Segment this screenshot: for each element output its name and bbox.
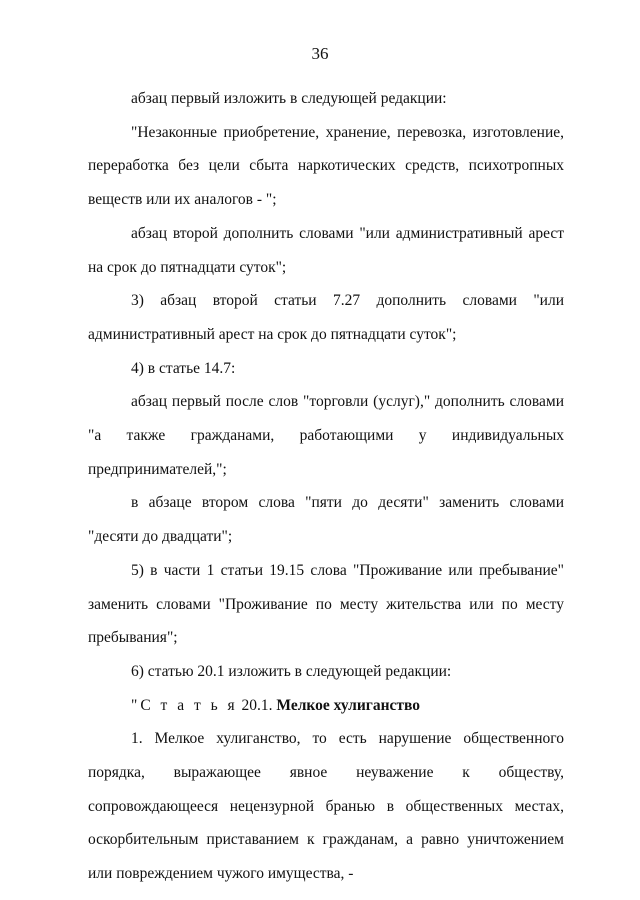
paragraph-2: "Незаконные приобретение, хранение, перевозка, изготовление, переработка без цели сбыта наркотических средств, психотропных веществ или их аналогов - "; [88, 123, 564, 209]
paragraph-5: 4) в статье 14.7: [131, 359, 236, 377]
paragraph-11: 1. Мелкое хулиганство, то есть нарушение общественного порядка, выражающее явное неуважение к обществу, сопровождающееся нецензурной бранью в общественных местах, оскорбительным приставанием к гражданам, а равно уничтожением или повреждением чужого имущества, - [88, 730, 564, 883]
paragraph-1: абзац первый изложить в следующей редакции: [131, 90, 447, 107]
page-number: 36 [311, 44, 329, 63]
article-number: 20.1. [237, 696, 273, 714]
document-body [88, 82, 564, 891]
article-prefix: "С т а т ь я [131, 696, 238, 714]
paragraph-8: 5) в части 1 статьи 19.15 слова "Проживание или пребывание" заменить словами "Проживание по месту жительства или по месту пребывания"; [88, 561, 564, 647]
article-title: Мелкое хулиганство [272, 696, 421, 714]
paragraph-3: абзац второй дополнить словами "или административный арест на срок до пятнадцати суток"; [88, 224, 564, 276]
paragraph-4: 3) абзац второй статьи 7.27 дополнить словами "или административный арест на срок до пятнадцати суток"; [88, 292, 564, 343]
paragraph-9: 6) статью 20.1 изложить в следующей редакции: [131, 662, 452, 680]
paragraph-7: в абзаце втором слова "пяти до десяти" заменить словами "десяти до двадцати"; [88, 494, 564, 546]
article-heading [88, 689, 564, 723]
paragraph-6: абзац первый после слов "торговли (услуг)," дополнить словами "а также гражданами, работающими у индивидуальных предпринимателей,"; [88, 393, 564, 478]
